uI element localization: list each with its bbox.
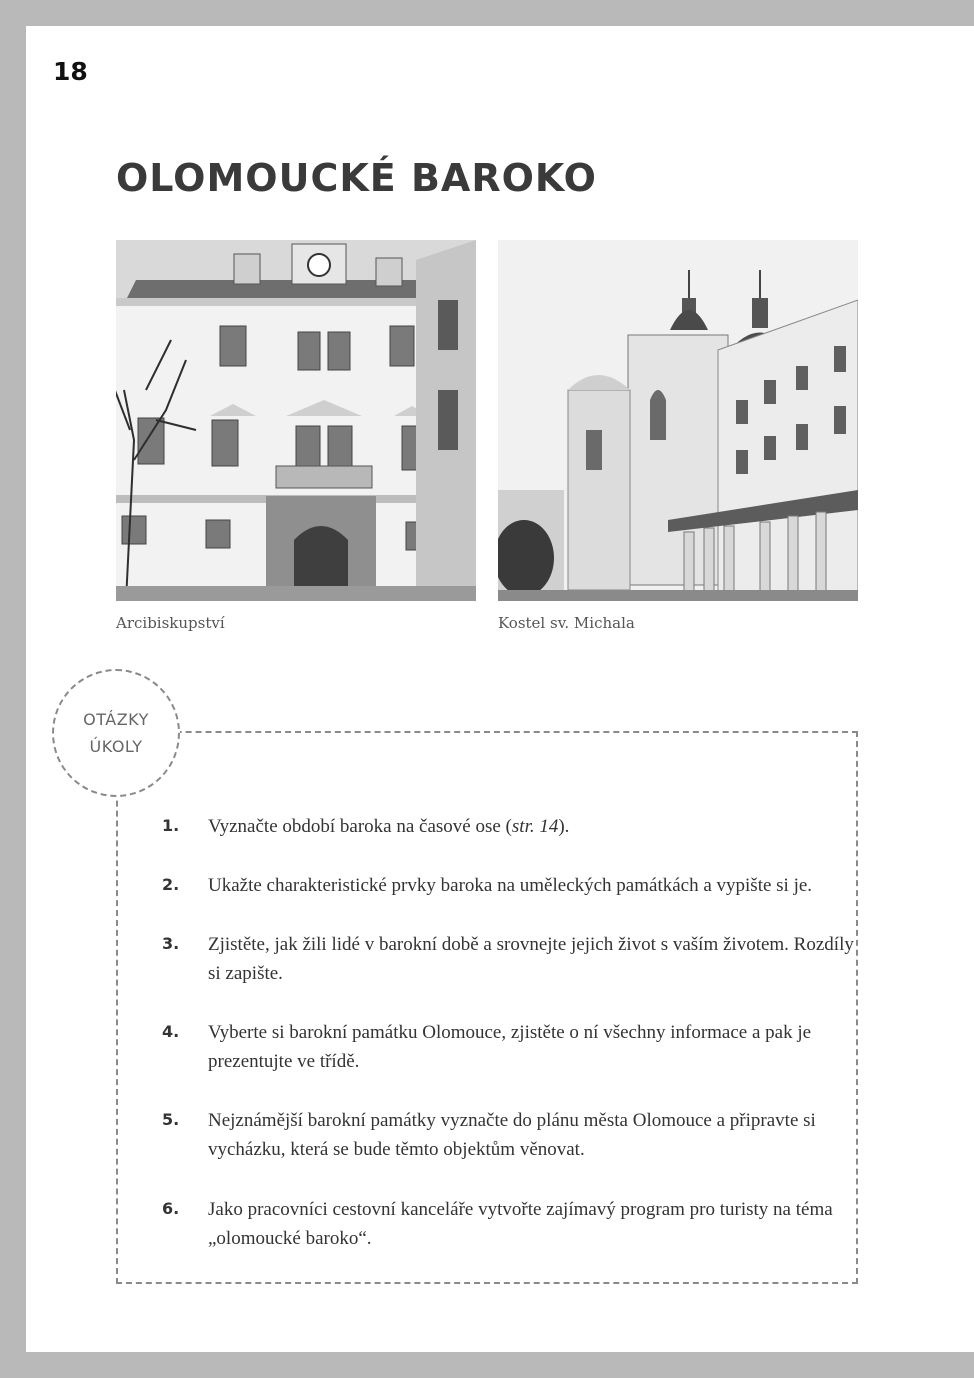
task-number: 5. bbox=[162, 1110, 180, 1129]
photo-church-st-michael bbox=[498, 240, 858, 601]
task-number: 4. bbox=[162, 1022, 180, 1041]
photo-caption: Arcibiskupství bbox=[116, 614, 225, 632]
task-number: 1. bbox=[162, 816, 180, 835]
task-text: Nejznámější barokní památky vyznačte do plánu města Olomouce a připravte si vycházku, která se bude těmto objektům věnovat. bbox=[208, 1110, 816, 1160]
task-number: 6. bbox=[162, 1199, 180, 1218]
photo-archbishops-palace bbox=[116, 240, 476, 601]
task-text: Vyznačte období baroka na časové ose (str. 14). bbox=[208, 816, 570, 837]
task-text: Ukažte charakteristické prvky baroka na uměleckých památkách a vypište si je. bbox=[208, 875, 813, 896]
task-number: 2. bbox=[162, 875, 180, 894]
task-number: 3. bbox=[162, 934, 180, 953]
page-number: 18 bbox=[53, 57, 88, 86]
page bbox=[26, 26, 974, 1352]
tasks-box bbox=[116, 731, 858, 1284]
task-text: Zjistěte, jak žili lidé v barokní době a srovnejte jejich život s vaším životem. Rozdíly si zapište. bbox=[208, 934, 854, 984]
task-text: Vyberte si barokní památku Olomouce, zjistěte o ní všechny informace a pak je prezentujte ve třídě. bbox=[208, 1022, 812, 1072]
questions-tasks-badge bbox=[52, 669, 180, 797]
badge-line: ÚKOLY bbox=[89, 737, 143, 756]
photo-caption: Kostel sv. Michala bbox=[498, 614, 635, 632]
badge-line: OTÁZKY bbox=[83, 710, 149, 729]
task-text: Jako pracovníci cestovní kanceláře vytvořte zajímavý program pro turisty na téma „olomoucké baroko“. bbox=[208, 1199, 833, 1249]
page-title: OLOMOUCKÉ BAROKO bbox=[116, 156, 597, 200]
